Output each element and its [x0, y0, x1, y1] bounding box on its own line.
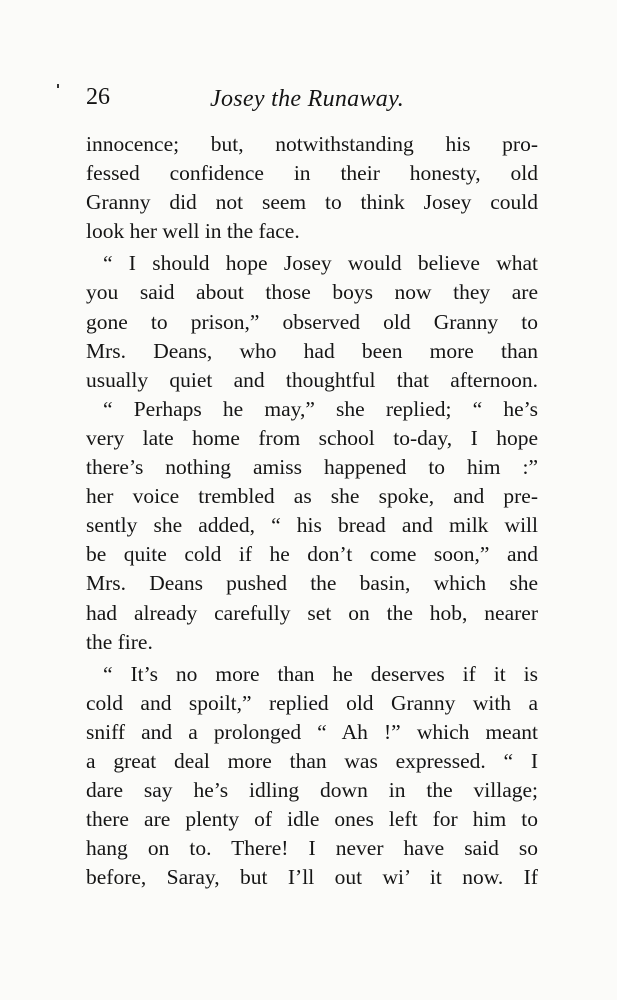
margin-mark: [57, 84, 59, 88]
text-line: cold and spoilt,” replied old Granny with a: [86, 690, 538, 715]
text-line: very late home from school to-day, I hope: [86, 425, 538, 450]
text-line: sniff and a prolonged “ Ah !” which meant: [86, 719, 538, 744]
running-title: Josey the Runaway.: [210, 86, 405, 112]
text-line: the fire.: [86, 629, 153, 654]
page-number: 26: [86, 84, 110, 110]
text-line: there’s nothing amiss happened to him :”: [86, 455, 538, 480]
text-line: look her well in the face.: [86, 219, 300, 244]
text-line: innocence; but, notwithstanding his pro-: [86, 132, 538, 156]
text-line: fessed confidence in their honesty, old: [86, 161, 538, 186]
body-text: [86, 130, 538, 892]
text-line: sently she added, “ his bread and milk will: [86, 513, 538, 538]
text-line: a great deal more than was expressed. “ I: [86, 748, 538, 773]
text-line: dare say he’s idling down in the village;: [86, 778, 538, 803]
text-line: usually quiet and thoughtful that afternoon.: [86, 367, 538, 392]
text-line: be quite cold if he don’t come soon,” and: [86, 542, 538, 567]
text-line: gone to prison,” observed old Granny to: [86, 309, 538, 334]
text-line: Granny did not seem to think Josey could: [86, 190, 538, 215]
text-line: hang on to. There! I never have said so: [86, 836, 538, 861]
text-line: there are plenty of idle ones left for him to: [86, 807, 538, 832]
text-line: “ I should hope Josey would believe what: [103, 251, 538, 276]
text-line: before, Saray, but I’ll out wi’ it now. If: [86, 865, 538, 890]
text-line: Mrs. Deans pushed the basin, which she: [86, 571, 538, 596]
text-line: you said about those boys now they are: [86, 280, 538, 305]
text-line: “ Perhaps he may,” she replied; “ he’s: [103, 396, 538, 421]
text-line: had already carefully set on the hob, nearer: [86, 600, 538, 625]
text-line: Mrs. Deans, who had been more than: [86, 338, 538, 363]
text-line: “ It’s no more than he deserves if it is: [103, 661, 538, 686]
text-line: her voice trembled as she spoke, and pre-: [86, 484, 538, 509]
